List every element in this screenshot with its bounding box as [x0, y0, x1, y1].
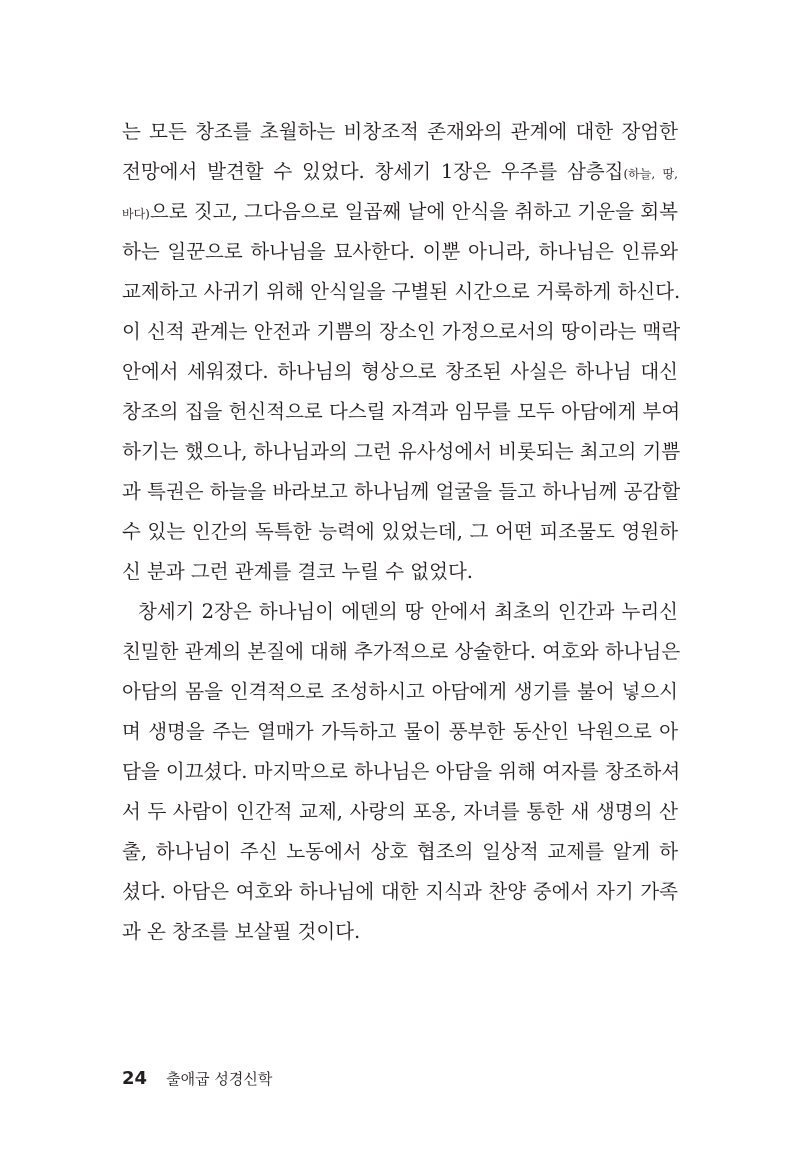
page-number: 24	[122, 1068, 148, 1089]
paragraph-1-line-6	[122, 312, 681, 352]
line-text: 창세기 2장은 하나님이 에덴의 땅 안에서 최초의 인간과 누리신	[138, 600, 678, 623]
line-text: 아담의 몸을 인격적으로 조성하시고 아담에게 생기를 불어 넣으시	[122, 680, 678, 703]
line-text: 담을 이끄셨다. 마지막으로 하나님은 아담을 위해 여자를 창조하셔	[122, 760, 681, 783]
paragraph-2-line-6	[122, 792, 678, 832]
line-text: 이 신적 관계는 안전과 기쁨의 장소인 가정으로서의 땅이라는 맥락	[122, 320, 681, 343]
paragraph-1-line-12	[122, 552, 678, 592]
paragraph-1-line-10	[122, 472, 681, 512]
line-text: 는 모든 창조를 초월하는 비창조적 존재와의 관계에 대한 장엄한	[122, 120, 678, 143]
line-text: 과 특권은 하늘을 바라보고 하나님께 얼굴을 들고 하나님께 공감할	[122, 480, 681, 503]
parenthetical-note: (하늘, 땅,	[623, 167, 678, 181]
line-text: 며 생명을 주는 열매가 가득하고 물이 풍부한 동산인 낙원으로 아	[122, 720, 678, 743]
paragraph-1-line-9	[122, 432, 681, 472]
page-footer	[122, 1067, 272, 1091]
paragraph-1-line-8	[122, 392, 681, 432]
paragraph-2-line-8	[122, 872, 678, 912]
body-text	[122, 112, 681, 952]
parenthetical-note: 바다)	[122, 207, 150, 221]
line-text: 출, 하나님이 주신 노동에서 상호 협조의 일상적 교제를 알게 하	[122, 840, 678, 863]
paragraph-2-line-1	[122, 592, 678, 632]
line-text: 신 분과 그런 관계를 결코 누릴 수 없었다.	[122, 560, 473, 583]
paragraph-2-line-5	[122, 752, 681, 792]
line-text: 창조의 집을 헌신적으로 다스릴 자격과 임무를 모두 아담에게 부여	[122, 400, 681, 423]
line-text: 셨다. 아담은 여호와 하나님에 대한 지식과 찬양 중에서 자기 가족	[122, 880, 678, 903]
line-text: 하기는 했으나, 하나님과의 그런 유사성에서 비롯되는 최고의 기쁨	[122, 440, 681, 463]
line-text: 하는 일꾼으로 하나님을 묘사한다. 이뿐 아니라, 하나님은 인류와	[122, 240, 678, 263]
paragraph-1-line-7	[122, 352, 678, 392]
line-text: 전망에서 발견할 수 있었다. 창세기 1장은 우주를 삼층집	[122, 160, 624, 183]
paragraph-2-line-7	[122, 832, 678, 872]
paragraph-1-line-3	[122, 192, 678, 232]
paragraph-1-line-2	[122, 152, 678, 192]
paragraph-1-line-1	[122, 112, 678, 152]
paragraph-1-line-5	[122, 272, 681, 312]
line-text: 으로 짓고, 그다음으로 일곱째 날에 안식을 취하고 기운을 회복	[149, 200, 678, 223]
paragraph-2-line-4	[122, 712, 678, 752]
paragraph-2-line-3	[122, 672, 678, 712]
line-text: 서 두 사람이 인간적 교제, 사랑의 포옹, 자녀를 통한 새 생명의 산	[122, 800, 678, 823]
line-text: 안에서 세워졌다. 하나님의 형상으로 창조된 사실은 하나님 대신	[122, 360, 678, 383]
running-title: 출애굽 성경신학	[166, 1070, 273, 1088]
paragraph-1-line-11	[122, 512, 678, 552]
line-text: 교제하고 사귀기 위해 안식일을 구별된 시간으로 거룩하게 하신다.	[122, 280, 681, 303]
paragraph-2-line-2	[122, 632, 681, 672]
paragraph-1-line-4	[122, 232, 678, 272]
line-text: 수 있는 인간의 독특한 능력에 있었는데, 그 어떤 피조물도 영원하	[122, 520, 678, 543]
line-text: 과 온 창조를 보살필 것이다.	[122, 920, 361, 943]
line-text: 친밀한 관계의 본질에 대해 추가적으로 상술한다. 여호와 하나님은	[122, 640, 681, 663]
paragraph-2-line-9	[122, 912, 678, 952]
